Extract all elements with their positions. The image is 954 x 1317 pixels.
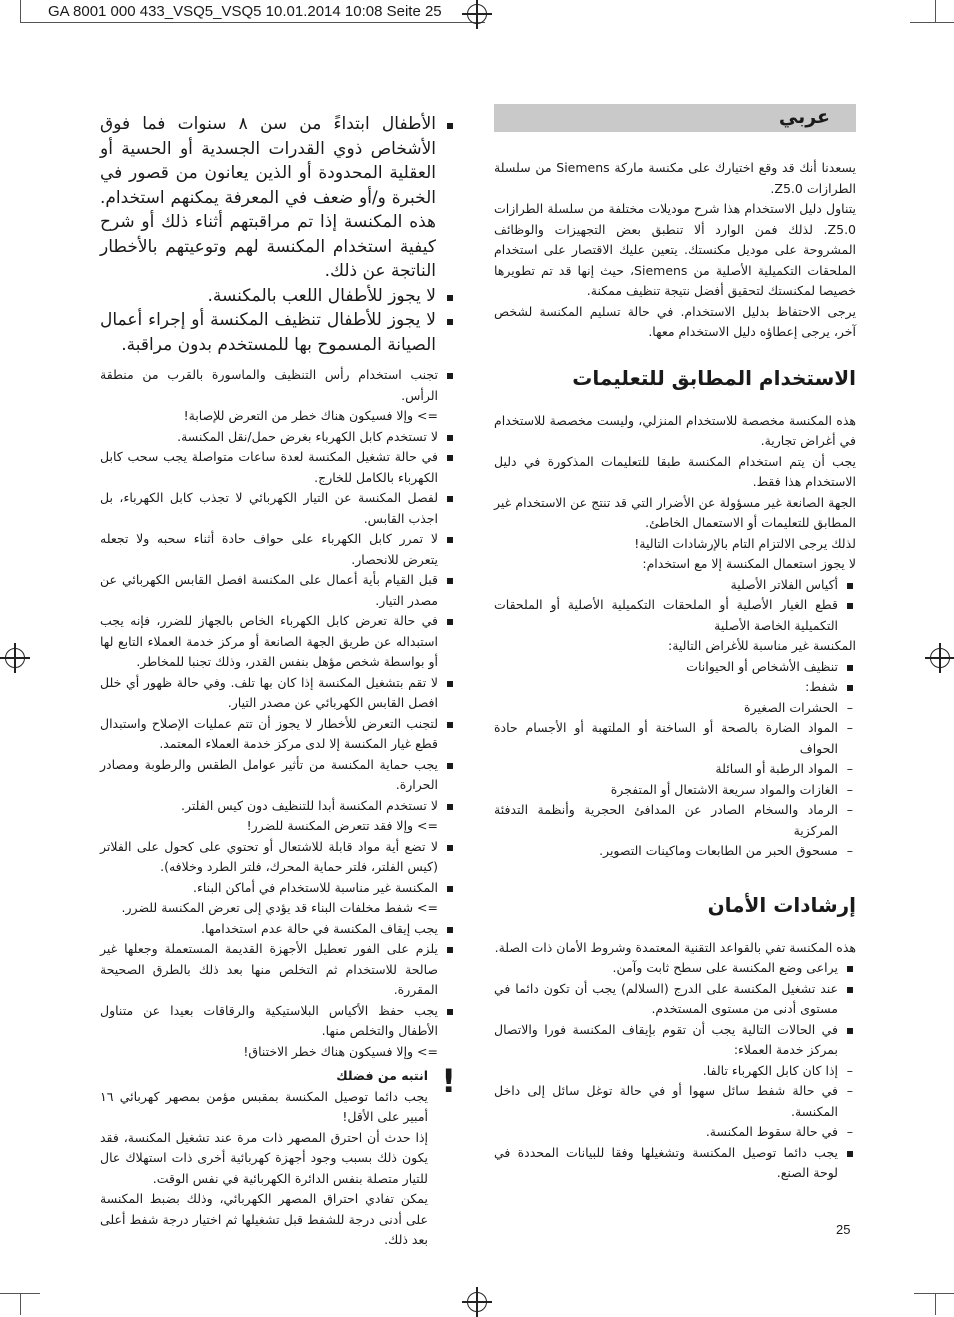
crop-line-bottom [0, 1293, 40, 1294]
list-item: عند تشغيل المكنسة على الدرج (السلالم) يجب أن تكون دائما في مستوى أدنى من مستوى المستخدم. [494, 979, 856, 1020]
registration-mark-right-icon [930, 648, 950, 668]
registration-mark-left-icon [5, 648, 25, 668]
usage-para-1: هذه المكنسة مخصصة للاستخدام المنزلي، وليست مخصصة للاستخدام في أغراض تجارية. [494, 412, 856, 448]
header-rule [20, 22, 485, 23]
note-para-1: يجب دائما توصيل المكنسة بمقبس مؤمن بمصهر كهربائي ١٦ أمبير على الأقل! [100, 1088, 428, 1124]
list-item: الأطفال ابتداءً من سن ٨ سنوات فما فوق الأشخاص ذوي القدرات الجسدية أو الحسية أو العقلية المحدودة أو الذين يعانون من قصور في الخبرة و/أو ضعف في المعرفة يمكنهم استخدام. هذه المكنسة إذا تم مراقبتهم أثناء ذلك أو شرح كيفية استخدام المكنسة لهم وتوعيتهم بالأخطار الناتجة عن ذلك. [100, 112, 456, 284]
print-header: GA 8001 000 433_VSQ5_VSQ5 10.01.2014 10:08 Seite 25 [48, 3, 442, 20]
registration-mark-top-icon [467, 4, 487, 24]
warning-exclamation-icon: ! [441, 1062, 456, 1100]
intro-para-3: يرجى الاحتفاظ بدليل الاستخدام. في حالة تسليم المكنسة لشخص آخر، يرجى إعطاؤه دليل الاستخدام معها. [494, 303, 856, 339]
list-item: قطع الغيار الأصلية أو الملحقات التكميلية الأصلية أو الملحقات التكميلية الخاصة الأصلية [494, 595, 856, 636]
language-label: عربي [778, 106, 830, 128]
warning-consequence: => شفط مخلفات البناء قد يؤدي إلى تعرض المكنسة للضرر. [121, 900, 438, 915]
safety-heading: إرشادات الأمان [707, 892, 856, 917]
usage-para-4: لذلك يرجى الالتزام التام بالإرشادات التالية! [634, 535, 856, 551]
warning-text: المكنسة غير مناسبة للاستخدام في أماكن البناء. [193, 879, 438, 895]
warning-consequence: => وإلا فسيكون هناك خطر من التعرض للإصابة! [183, 408, 438, 423]
list-item [100, 714, 456, 755]
list-item [100, 1001, 456, 1063]
crop-line-top-right [935, 0, 936, 22]
usage-para-5: لا يجوز استعمال المكنسة إلا مع استخدام: [642, 556, 856, 571]
list-item: – في حالة سقوط المكنسة. [494, 1122, 856, 1143]
list-item [100, 796, 456, 837]
unsuitable-intro: المكنسة غير مناسبة للأغراض التالية: [667, 638, 856, 653]
list-item [100, 673, 456, 714]
list-item: – إذا كان كابل الكهرباء تالفا. [494, 1061, 856, 1082]
stop-cases-list [494, 1061, 856, 1143]
list-item: – المواد الضارة بالصحة أو الساخنة أو الملتهبة أو الأجسام حادة الحواف [494, 718, 856, 759]
safety-list [494, 958, 856, 1061]
list-item [100, 755, 456, 796]
note-para-3: يمكن تفادي احتراق المصهر الكهربائي، وذلك بضبط المكنسة على أدنى درجة للشفط قبل تشغيلها ثم اختيار درجة شفط أعلى بعد ذلك. [100, 1191, 428, 1247]
crop-line-bottom-right [935, 1293, 936, 1315]
warning-text: لا تمرر كابل الكهرباء على حواف حادة أثناء سحبه ولا تجعله يتعرض للانحصار. [100, 531, 438, 567]
attention-note [100, 1062, 456, 1251]
note-para-2: إذا حدث أن احترق المصهر ذات مرة عند تشغيل المكنسة، فقد يكون ذلك بسبب وجود أجهزة كهربائية أخرى ذات استهلاك عال للتيار متصلة بنفس الدائرة الكهربائية في نفس الوقت. [100, 1129, 428, 1186]
crop-line-top-left [20, 0, 21, 22]
warning-text: لا تستخدم كابل الكهرباء بغرض حمل/نقل المكنسة. [177, 428, 438, 444]
list-item [100, 447, 456, 488]
list-item: – مسحوق الحبر من الطابعات وماكينات التصوير. [494, 841, 856, 862]
unsuitable-list [494, 657, 856, 698]
registration-mark-bottom-icon [467, 1292, 487, 1312]
list-item: في الحالات التالية يجب أن تقوم بإيقاف المكنسة فورا والاتصال بمركز خدمة العملاء: [494, 1020, 856, 1061]
list-item [100, 427, 456, 448]
warning-text: لا تستخدم المكنسة أبدا للتنظيف دون كيس الفلتر. [180, 797, 438, 813]
list-item: – الغازات والمواد سريعة الاشتعال أو المتفجرة [494, 780, 856, 801]
list-item: لا يجوز للأطفال اللعب بالمكنسة. [100, 284, 456, 309]
list-item [100, 365, 456, 427]
page-number: 25 [836, 1222, 851, 1237]
list-item: يراعى وضع المكنسة على سطح ثابت وآمن. [494, 958, 856, 979]
list-item: لا يجوز للأطفال تنظيف المكنسة أو إجراء أعمال الصيانة المسموح بها للمستخدم بدون مراقبة. [100, 308, 456, 357]
safety-intro: هذه المكنسة تفي بالقواعد التقنية المعتمدة وشروط الأمان ذات الصلة. [494, 939, 856, 955]
list-item: – الرماد والسخام الصادر عن المدافئ الحجرية وأنظمة التدفئة المركزية [494, 800, 856, 841]
list-item [100, 939, 456, 1001]
list-item: – في حالة شفط سائل سهوا أو في حالة توغل سائل إلى داخل المكنسة. [494, 1081, 856, 1122]
list-item: تنظيف الأشخاص أو الحيوانات [494, 657, 856, 678]
warning-text: قبل القيام بأية أعمال على المكنسة افصل القابس الكهربائي عن مصدر التيار. [100, 572, 438, 608]
warning-text: لتجنب التعرض للأخطار لا يجوز أن تتم عمليات الإصلاح واستبدال قطع غيار المكنسة إلا لدى مركز خدمة العملاء المعتمد. [100, 715, 438, 751]
crop-line-right [910, 22, 954, 23]
safety-warnings-list [100, 365, 456, 1062]
warning-text: في حالة تعرض كابل الكهرباء الخاص بالجهاز للضرر، فإنه يجب استبداله عن طريق الجهة الصانعة أو مركز خدمة العملاء التابع لها أو بواسطة شخص مؤهل بنفس القدر، وذلك تجنبا للمخاطر. [100, 613, 438, 669]
list-item: شفط: [494, 677, 856, 698]
list-item [100, 611, 456, 673]
list-item [100, 570, 456, 611]
warning-consequence: => وإلا فسيكون هناك خطر الاختناق! [243, 1043, 438, 1059]
list-item: – المواد الرطبة أو السائلة [494, 759, 856, 780]
usage-heading: الاستخدام المطابق للتعليمات [572, 365, 856, 390]
suction-list [494, 698, 856, 862]
list-item: يجب دائما توصيل المكنسة وتشغيلها وفقا للبيانات المحددة في لوحة الصنع. [494, 1143, 856, 1184]
language-bar [494, 104, 856, 132]
list-item [100, 837, 456, 878]
crop-line-bottom-r [914, 1293, 954, 1294]
warning-text: في حالة تشغيل المكنسة لعدة ساعات متواصلة يجب سحب كابل الكهرباء بالكامل للخارج. [100, 449, 438, 485]
list-item: – الحشرات الصغيرة [494, 698, 856, 719]
intro-para-2: يتناول دليل الاستخدام هذا شرح موديلات مختلفة من سلسلة الطرازات Z5.0. لذلك فمن الوارد ألا تنطبق بعض التجهيزات والوظائف المشروحة على موديل مكنستك. يتعين عليك الاقتصار على استخدام الملحقات التكميلية الأصلية من Siemens، حيث إنها قد تم تطويرها خصيصا لمكنستك لتحقيق أفضل نتيجة تنظيف ممكنة. [494, 201, 856, 298]
warning-text: لا تضع أية مواد قابلة للاشتعال أو تحتوي على كحول على الفلاتر (كيس الفلتر، فلتر حماية المحرك، فلتر الطرد وخلافه). [100, 838, 438, 874]
warning-text: لفصل المكنسة عن التيار الكهربائي لا تجذب كابل الكهرباء، بل اجذب القابس. [100, 490, 438, 526]
intro-para-1: يسعدنا أنك قد وقع اختيارك على مكنسة ماركة Siemens من سلسلة الطرازات Z5.0. [494, 160, 856, 196]
warning-text: تجنب استخدام رأس التنظيف والماسورة بالقرب من منطقة الرأس. [100, 367, 438, 403]
warning-text: يجب حماية المكنسة من تأثير عوامل الطقس والرطوبة ومصادر الحرارة. [100, 756, 438, 792]
right-column [494, 104, 856, 1184]
list-item [100, 488, 456, 529]
left-column [100, 112, 456, 1251]
warning-consequence: => وإلا فقد تتعرض المكنسة للضرر! [246, 818, 438, 833]
list-item [100, 919, 456, 940]
usage-para-3: الجهة الصانعة غير مسؤولة عن الأضرار التي قد تنتج عن الاستخدام غير المطابق للتعليمات أو الاستعمال الخاطئ. [494, 494, 856, 530]
crop-line-bottom-left [20, 1293, 21, 1315]
warning-text: يجب حفظ الأكياس البلاستيكية والرقاقات بعيدا عن متناول الأطفال والتخلص منها. [100, 1002, 438, 1038]
note-title: انتبه من فضلك [336, 1068, 428, 1083]
warning-text: لا تقم بتشغيل المكنسة إذا كان بها تلف. وفي حالة ظهور أي خلل افصل القابس الكهربائي عن مصدر التيار. [100, 674, 438, 710]
list-item [100, 529, 456, 570]
usage-with-list [494, 575, 856, 637]
children-warnings [100, 112, 456, 357]
safety-last-list [494, 1143, 856, 1184]
list-item [100, 878, 456, 919]
list-item: أكياس الفلاتر الأصلية [494, 575, 856, 596]
usage-para-2: يجب أن يتم استخدام المكنسة طبقا للتعليمات المذكورة في دليل الاستخدام هذا فقط. [494, 453, 856, 489]
warning-text: يلزم على الفور تعطيل الأجهزة القديمة المستعملة وجعلها غير صالحة للاستخدام ثم التخلص منها بعد ذلك بالطرق الصحيحة المقررة. [100, 941, 438, 997]
warning-text: يجب إيقاف المكنسة في حالة عدم استخدامها. [201, 920, 438, 936]
